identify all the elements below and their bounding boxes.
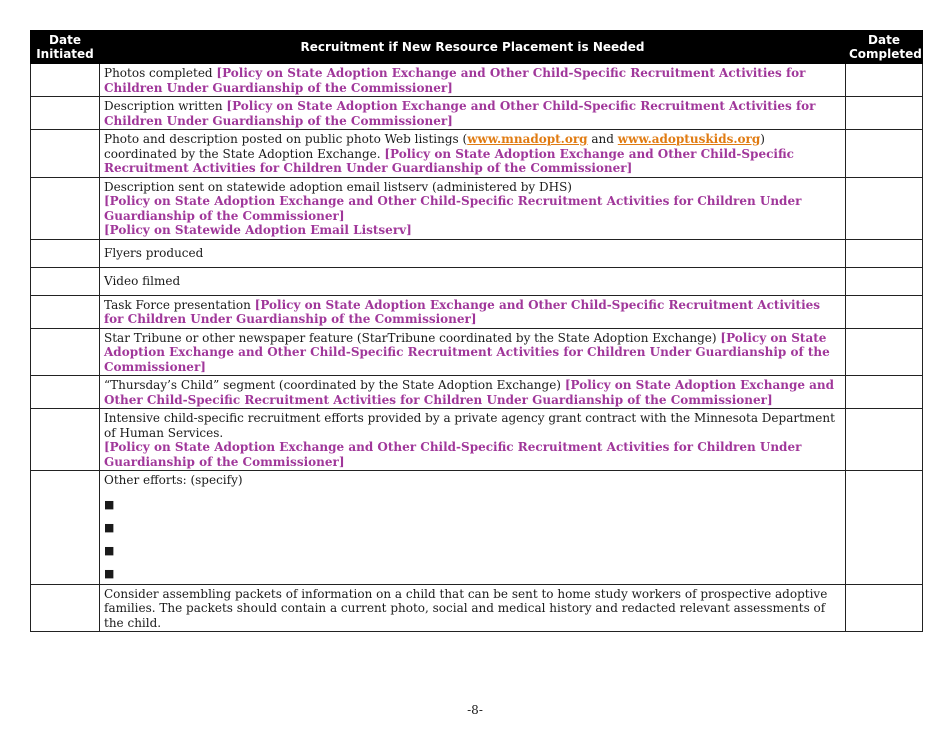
activity-text: Task Force presentation: [104, 297, 255, 312]
table-row: [31, 409, 923, 471]
activity-cell: [100, 64, 846, 97]
table-row: [31, 584, 923, 632]
date-initiated-cell[interactable]: [31, 376, 100, 409]
table-row: [31, 328, 923, 376]
activity-text: “Thursday’s Child” segment (coordinated by the State Adoption Exchange): [104, 378, 565, 392]
policy-link[interactable]: [Policy on State Adoption Exchange and Other Child-Specific Recruitment Activities for Children Under Guardianship of the Commissioner]: [104, 194, 802, 223]
date-initiated-header: Date Initiated: [31, 31, 100, 64]
policy-link[interactable]: [Policy on State Adoption Exchange and Other Child-Specific Recruitment Activities for Children Under Guardianship of the Commissioner]: [104, 378, 835, 407]
date-initiated-cell[interactable]: [31, 471, 100, 585]
page-number: -8-: [467, 703, 483, 717]
date-completed-cell[interactable]: [846, 130, 923, 178]
policy-link[interactable]: [Policy on State Adoption Exchange and Other Child-Specific Recruitment Activities for Children Under Guardianship of the Commissioner]: [104, 146, 794, 175]
date-initiated-cell[interactable]: [31, 177, 100, 239]
policy-link[interactable]: [Policy on State Adoption Exchange and Other Child-Specific Recruitment Activities for Children Under Guardianship of the Commissioner]: [104, 440, 802, 469]
activity-text: Star Tribune or other newspaper feature (StarTribune coordinated by the State Adoption Exchange): [104, 330, 721, 345]
date-completed-cell[interactable]: [846, 239, 923, 267]
table-row: [31, 295, 923, 328]
activity-cell: Video filmed: [100, 267, 846, 295]
activity-cell: [100, 471, 846, 585]
activity-cell: [100, 97, 846, 130]
date-initiated-cell[interactable]: [31, 267, 100, 295]
date-completed-cell[interactable]: [846, 177, 923, 239]
activity-text: and: [587, 132, 618, 146]
recruitment-header: Recruitment if New Resource Placement is Needed: [100, 31, 846, 64]
date-completed-cell[interactable]: [846, 376, 923, 409]
date-completed-cell[interactable]: [846, 409, 923, 471]
activity-text: Description written: [104, 99, 227, 113]
activity-cell: [100, 130, 846, 178]
policy-link[interactable]: [Policy on State Adoption Exchange and Other Child-Specific Recruitment Activities for Children Under Guardianship of the Commissioner]: [104, 330, 830, 374]
date-completed-cell[interactable]: [846, 97, 923, 130]
date-initiated-cell[interactable]: [31, 328, 100, 376]
date-completed-cell[interactable]: [846, 584, 923, 632]
table-row: [31, 130, 923, 178]
date-initiated-cell[interactable]: [31, 130, 100, 178]
table-row: [31, 177, 923, 239]
date-completed-cell[interactable]: [846, 328, 923, 376]
listserv-policy-link[interactable]: [Policy on Statewide Adoption Email Listserv]: [104, 223, 412, 237]
activity-text: Description sent on statewide adoption email listserv (administered by DHS): [104, 179, 572, 194]
date-completed-header: Date Completed: [846, 31, 923, 64]
table-row: [31, 64, 923, 97]
activity-cell: Flyers produced: [100, 239, 846, 267]
recruitment-table: [30, 30, 923, 632]
policy-link[interactable]: [Policy on State Adoption Exchange and Other Child-Specific Recruitment Activities for Children Under Guardianship of the Commissioner]: [104, 297, 821, 326]
date-initiated-cell[interactable]: [31, 64, 100, 97]
date-initiated-cell[interactable]: [31, 97, 100, 130]
activity-cell: [100, 409, 846, 471]
date-initiated-cell[interactable]: [31, 409, 100, 471]
activity-cell: [100, 376, 846, 409]
table-row: [31, 267, 923, 295]
bullet-icon[interactable]: ■: [104, 566, 115, 580]
activity-cell: [100, 177, 846, 239]
date-completed-cell[interactable]: [846, 471, 923, 585]
bullet-icon[interactable]: ■: [104, 543, 115, 557]
date-completed-cell[interactable]: [846, 64, 923, 97]
policy-link[interactable]: [Policy on State Adoption Exchange and Other Child-Specific Recruitment Activities for Children Under Guardianship of the Commissioner]: [104, 99, 816, 128]
table-row: [31, 471, 923, 585]
activity-text: ) coordinated by the State Adoption Exchange.: [104, 132, 765, 161]
table-row: [31, 239, 923, 267]
table-row: [31, 376, 923, 409]
activity-text: Intensive child-specific recruitment efforts provided by a private agency grant contract with the Minnesota Department of Human Services.: [104, 411, 835, 440]
date-completed-cell[interactable]: [846, 267, 923, 295]
activity-cell: [100, 295, 846, 328]
date-initiated-cell[interactable]: [31, 295, 100, 328]
date-completed-cell[interactable]: [846, 295, 923, 328]
bullet-icon[interactable]: ■: [104, 497, 115, 511]
activity-cell: Consider assembling packets of information on a child that can be sent to home study workers of prospective adoptive families. The packets should contain a current photo, social and medical history and redacted relevant assessments of the child.: [100, 584, 846, 632]
activity-text: Other efforts: (specify): [104, 473, 243, 487]
adoptuskids-link[interactable]: www.adoptuskids.org: [617, 132, 761, 146]
mnadopt-link[interactable]: www.mnadopt.org: [467, 132, 588, 146]
bullet-icon[interactable]: ■: [104, 520, 115, 534]
table-row: [31, 97, 923, 130]
activity-text: Photos completed: [104, 66, 217, 80]
policy-link[interactable]: [Policy on State Adoption Exchange and Other Child-Specific Recruitment Activities for Children Under Guardianship of the Commissioner]: [104, 66, 806, 95]
date-initiated-cell[interactable]: [31, 239, 100, 267]
table-header-row: [31, 31, 923, 64]
date-initiated-cell[interactable]: [31, 584, 100, 632]
activity-cell: [100, 328, 846, 376]
activity-text: Photo and description posted on public photo Web listings (: [104, 132, 468, 146]
